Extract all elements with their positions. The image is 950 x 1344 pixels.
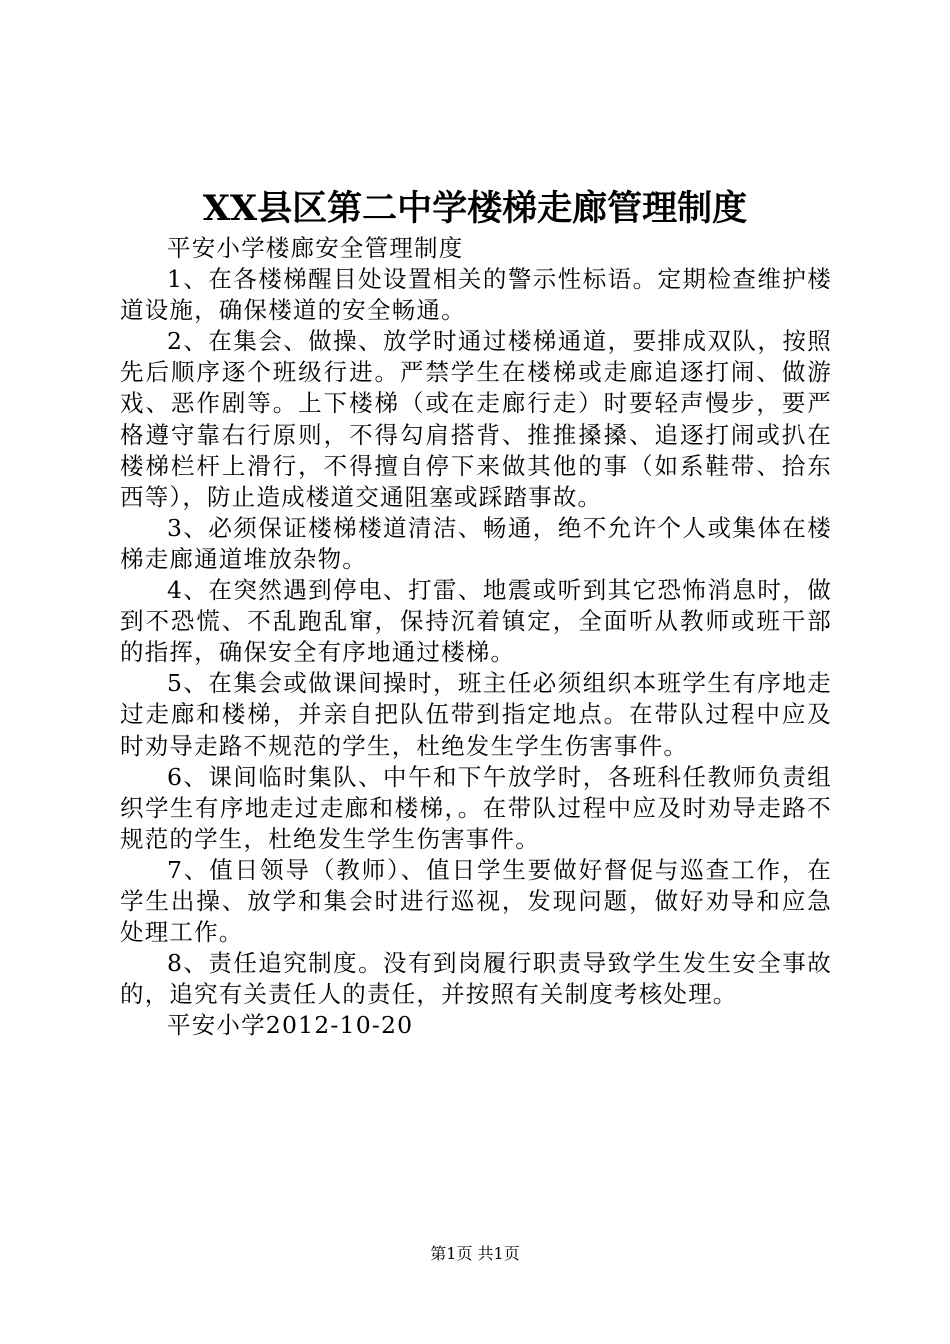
signature-date: 平安小学2012-10-20	[167, 1011, 414, 1040]
rule-paragraph-6: 6、课间临时集队、中午和下午放学时，各班科任教师负责组织学生有序地走过走廊和楼梯，。在带队过程中应及时劝导走路不规范的学生，杜绝发生学生伤害事件。	[120, 762, 832, 853]
rule-paragraph-7: 7、值日领导（教师）、值日学生要做好督促与巡查工作，在学生出操、放学和集会时进行巡视，发现问题，做好劝导和应急处理工作。	[120, 855, 832, 947]
subtitle-paragraph: 平安小学楼廊安全管理制度	[167, 234, 464, 262]
rule-paragraph-1: 1、在各楼梯醒目处设置相关的警示性标语。定期检查维护楼道设施，确保楼道的安全畅通。	[120, 265, 832, 325]
page-footer: 第1页 共1页	[430, 1244, 520, 1263]
rule-paragraph-2: 2、在集会、做操、放学时通过楼梯通道，要排成双队，按照先后顺序逐个班级行进。严禁学生在楼梯或走廊追逐打闹、做游戏、恶作剧等。上下楼梯（或在走廊行走）时要轻声慢步，要严格遵守靠右行原则，不得勾肩搭背、推推搡搡、追逐打闹或扒在楼梯栏杆上滑行，不得擅自停下来做其他的事（如系鞋带、拾东西等），防止造成楼道交通阻塞或踩踏事故。	[120, 327, 832, 511]
rule-paragraph-3: 3、必须保证楼梯楼道清洁、畅通，绝不允许个人或集体在楼梯走廊通道堆放杂物。	[120, 513, 832, 573]
rule-paragraph-4: 4、在突然遇到停电、打雷、地震或听到其它恐怖消息时，做到不恐慌、不乱跑乱窜，保持沉着镇定，全面听从教师或班干部的指挥，确保安全有序地通过楼梯。	[120, 576, 832, 667]
rule-paragraph-5: 5、在集会或做课间操时，班主任必须组织本班学生有序地走过走廊和楼梯，并亲自把队伍带到指定地点。在带队过程中应及时劝导走路不规范的学生，杜绝发生学生伤害事件。	[120, 669, 832, 760]
document-body	[120, 233, 832, 1041]
document-title: XX县区第二中学楼梯走廊管理制度	[202, 188, 748, 229]
rule-paragraph-8: 8、责任追究制度。没有到岗履行职责导致学生发生安全事故的，追究有关责任人的责任，并按照有关制度考核处理。	[120, 949, 832, 1009]
